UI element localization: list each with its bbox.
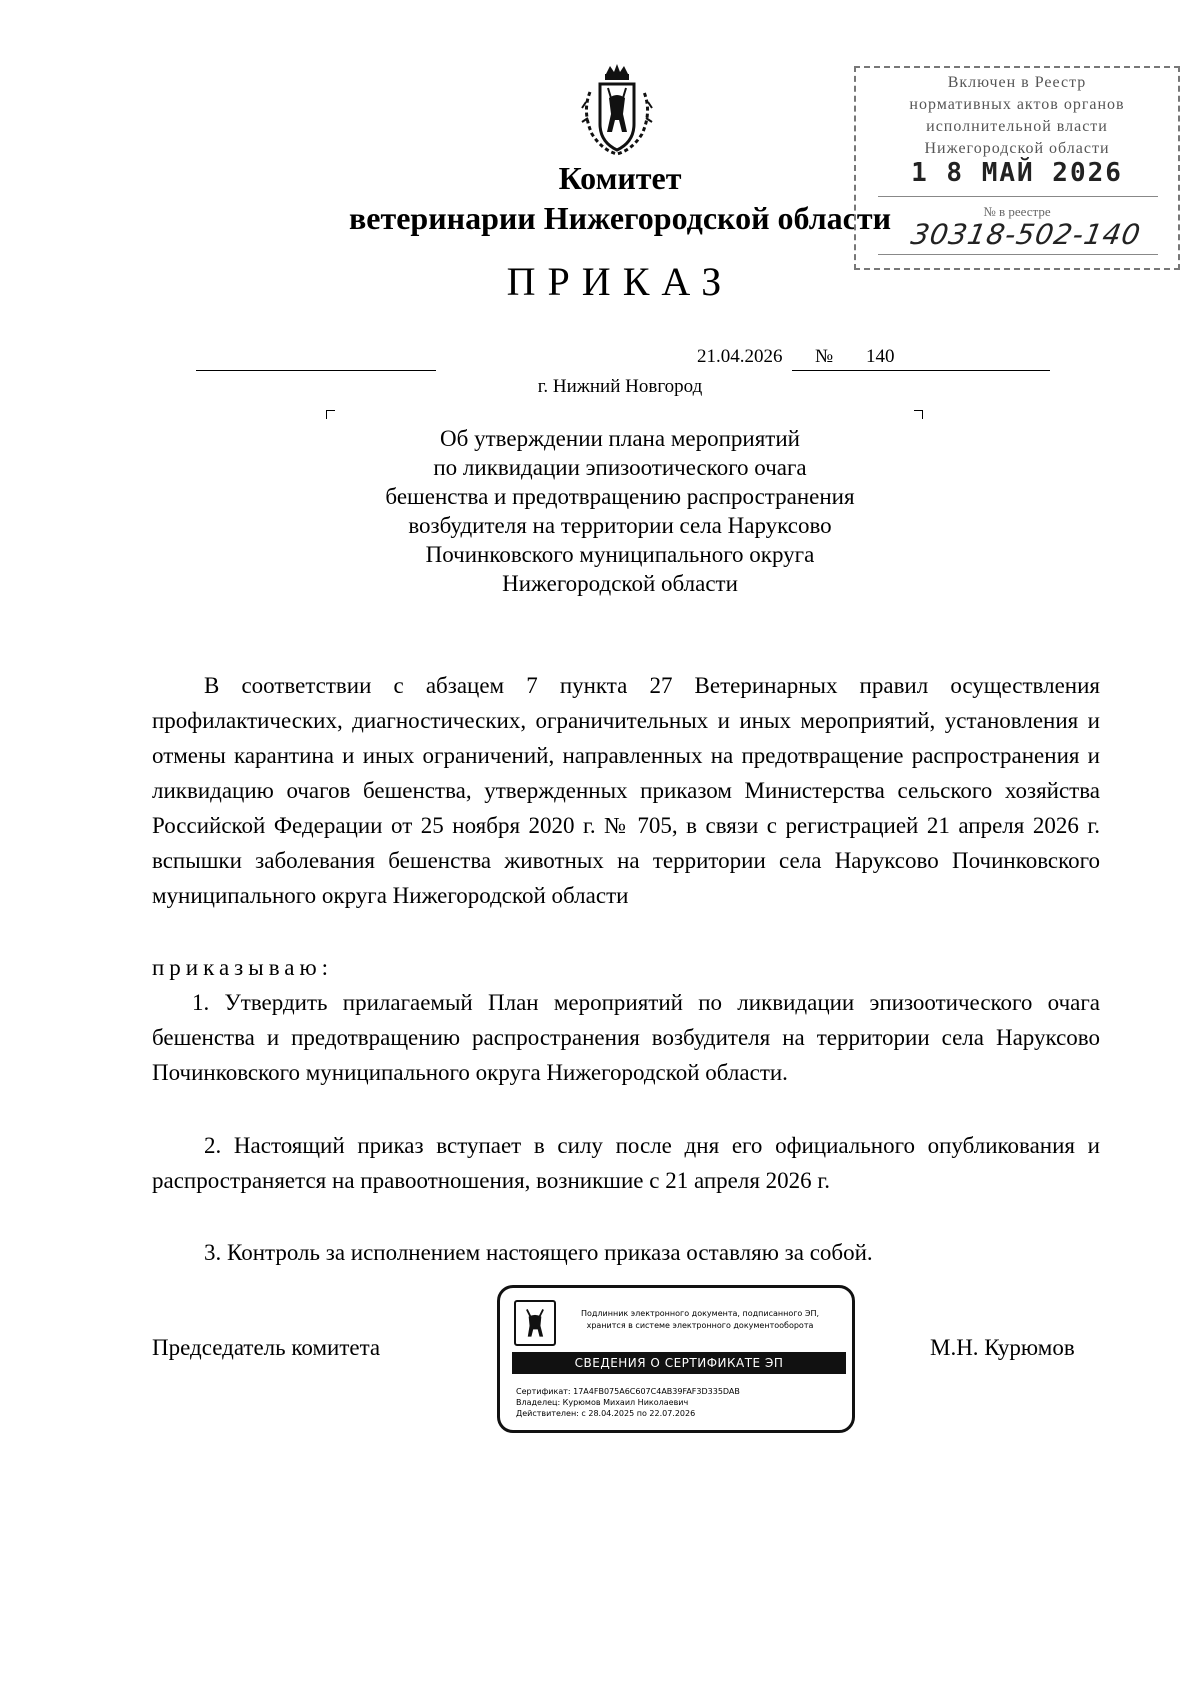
basis-paragraph: В соответствии с абзацем 7 пункта 27 Ветеринарных правил осуществления профилактических, диагностических, ограничительных и иных мероприятий, установления и отмены карантина и иных ограничений, направленных на предотвращение распространения и ликвидацию очагов бешенства, утвержденных приказом Министерства сельского хозяйства Российской Федерации от 25 ноября 2020 г. № 705, в связи с регистрацией 21 апреля 2026 г. вспышки заболевания бешенства животных на территории села Наруксово Починковского муниципального округа Нижегородской области	[152, 673, 1100, 908]
number-underline-right	[792, 370, 1050, 371]
stamp-registry-label: № в реестре	[983, 204, 1051, 219]
title-corner-bracket-left	[326, 410, 335, 419]
esig-notice-line: хранится в системе электронного документооборота	[586, 1321, 814, 1330]
stamp-divider	[878, 196, 1158, 197]
committee-name-line-1: Комитет	[558, 160, 682, 196]
esig-owner: Владелец: Курюмов Михаил Николаевич	[516, 1398, 689, 1407]
signer-position: Председатель комитета	[152, 1335, 381, 1360]
subject-line: возбудителя на территории села Наруксово	[408, 513, 832, 538]
stamp-date: 1 8 МАЙ 2026	[911, 158, 1123, 188]
esig-notice	[564, 1308, 836, 1332]
stamp-text-line: исполнительной власти	[926, 118, 1108, 135]
signer-name: М.Н. Курюмов	[930, 1335, 1075, 1360]
order-number-sign: №	[815, 346, 834, 367]
esig-banner: СВЕДЕНИЯ О СЕРТИФИКАТЕ ЭП	[512, 1352, 846, 1374]
order-city: г. Нижний Новгород	[537, 376, 703, 397]
deer-emblem-icon	[514, 1300, 556, 1346]
coat-of-arms-emblem	[578, 62, 656, 158]
document-type-title: ПРИКАЗ	[506, 259, 734, 304]
electronic-signature-block	[497, 1285, 855, 1433]
stamp-text-line: нормативных актов органов	[909, 96, 1125, 113]
order-item-2: 2. Настоящий приказ вступает в силу после дня его официального опубликования и распространяется на правоотношения, возникшие с 21 апреля 2026 г.	[152, 1133, 1100, 1193]
order-item-3: 3. Контроль за исполнением настоящего приказа оставляю за собой.	[204, 1240, 873, 1265]
subject-line: Починковского муниципального округа	[425, 542, 815, 567]
esig-validity: Действителен: с 28.04.2025 по 22.07.2026	[516, 1409, 696, 1418]
stamp-text-line: Нижегородской области	[924, 140, 1110, 157]
esig-certificate: Сертификат: 17A4FB075A6C607C4AB39FAF3D335DAB	[516, 1387, 740, 1396]
subject-line: по ликвидации эпизоотического очага	[433, 455, 807, 480]
order-word: приказываю:	[152, 955, 334, 980]
date-underline-left	[196, 370, 436, 371]
title-corner-bracket-right	[914, 410, 923, 419]
order-item-1: 1. Утвердить прилагаемый План мероприятий по ликвидации эпизоотического очага бешенства и предотвращению распространения возбудителя на территории села Наруксово Починковского муниципального округа Нижегородской области.	[152, 990, 1100, 1085]
esig-notice-line: Подлинник электронного документа, подписанного ЭП,	[580, 1309, 820, 1318]
stamp-text-line: Включен в Реестр	[947, 74, 1087, 91]
order-date: 21.04.2026	[697, 346, 783, 367]
stamp-registry-number: 30318-502-140	[908, 218, 1144, 251]
subject-line: Об утверждении плана мероприятий	[440, 426, 800, 451]
order-number: 140	[866, 346, 895, 367]
stamp-divider	[878, 254, 1158, 255]
order-subject	[300, 424, 940, 598]
subject-line: Нижегородской области	[502, 571, 738, 596]
committee-name-line-2: ветеринарии Нижегородской области	[348, 200, 892, 236]
registry-stamp	[854, 66, 1180, 270]
subject-line: бешенства и предотвращению распространения	[385, 484, 855, 509]
